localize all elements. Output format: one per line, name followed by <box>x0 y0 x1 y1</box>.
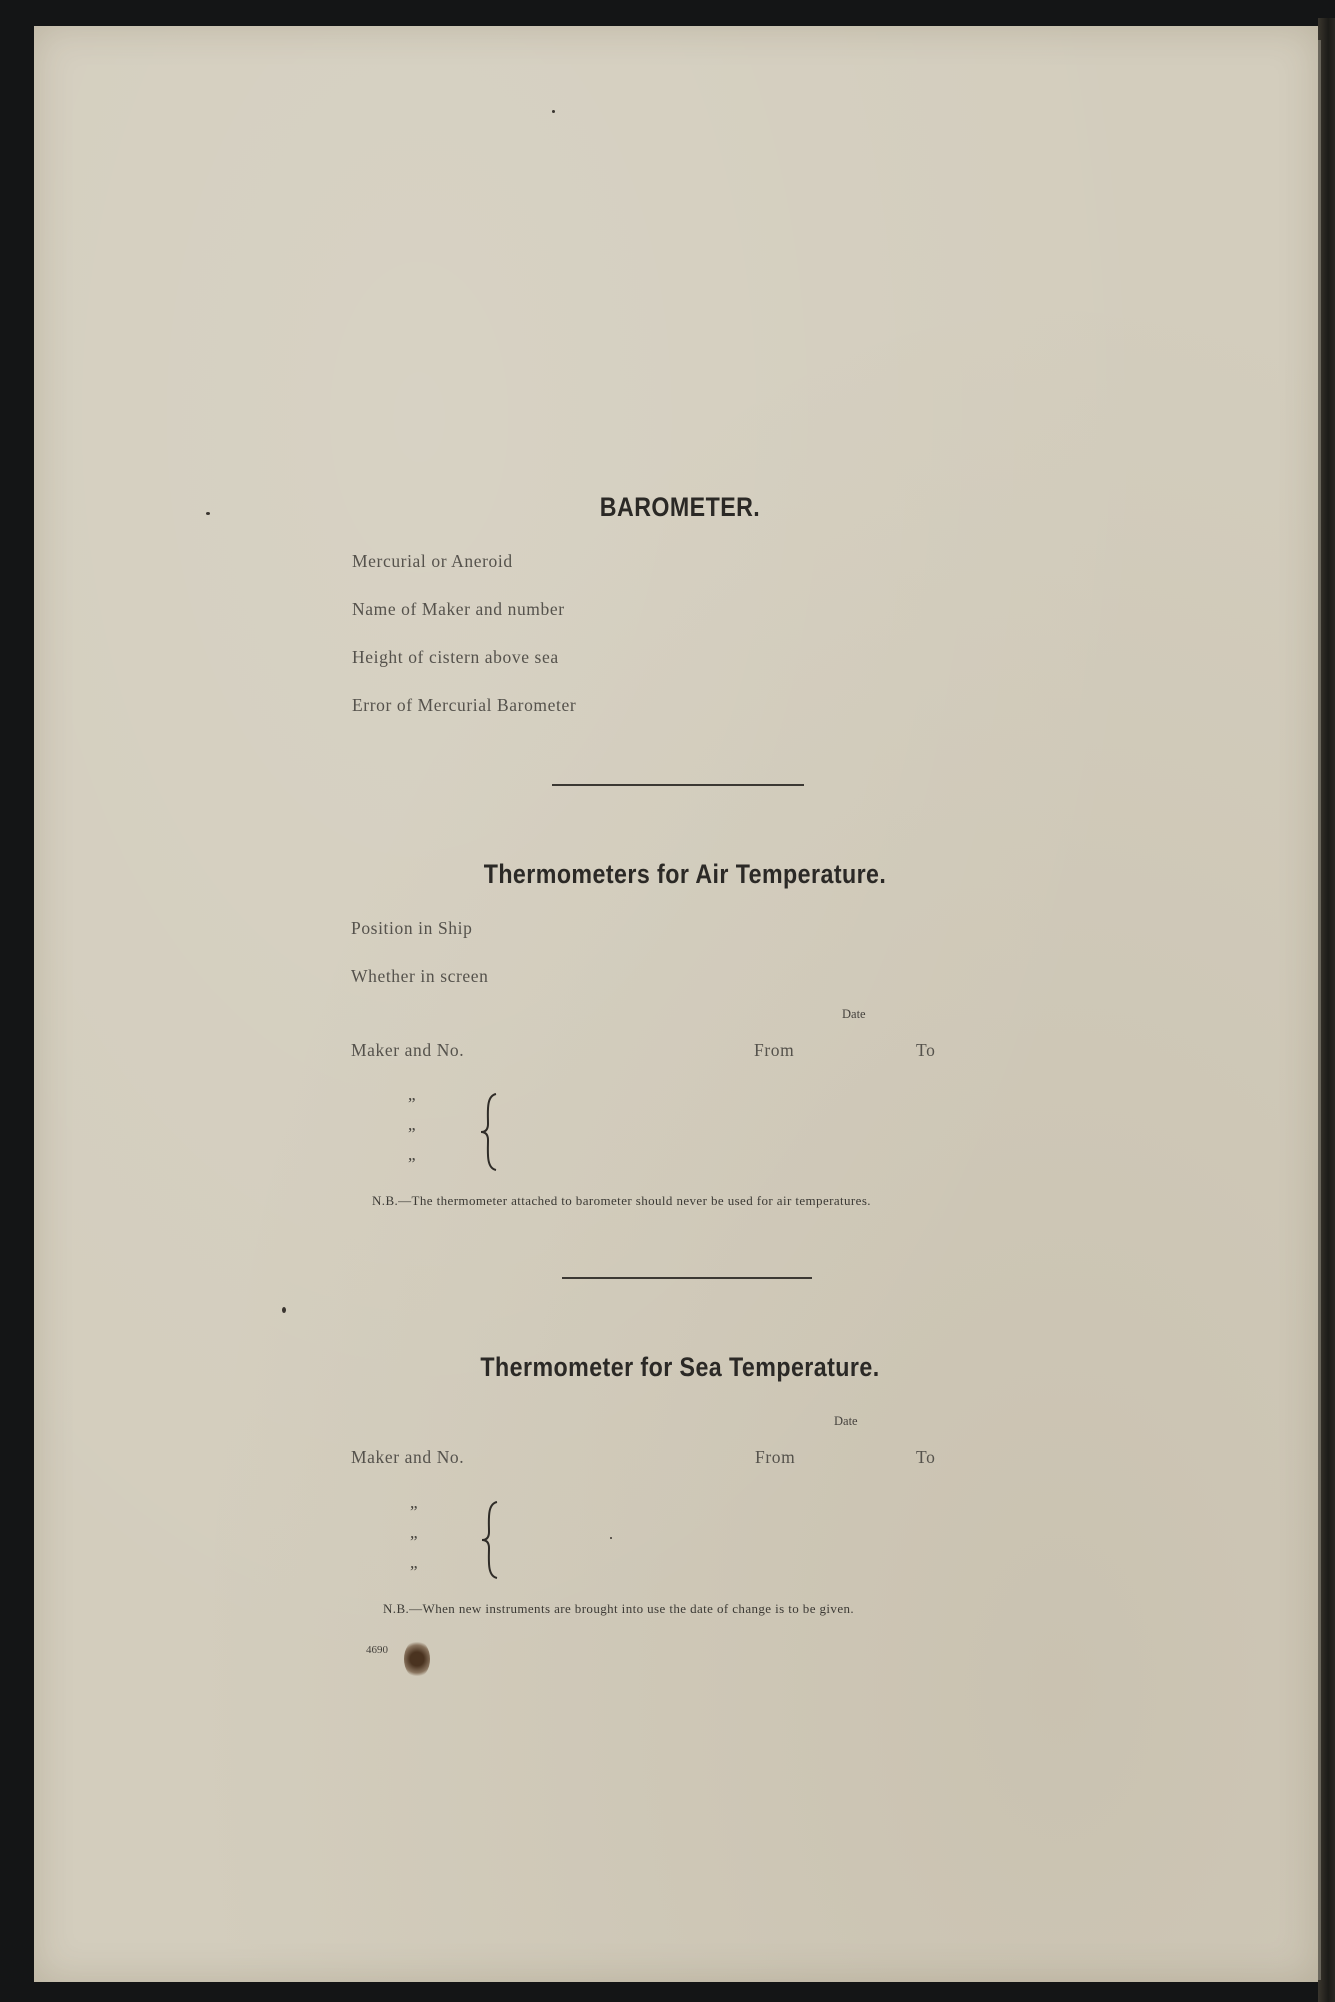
air-note: N.B.—The thermometer attached to barometer should never be used for air temperatures. <box>372 1193 871 1208</box>
paper-speck <box>610 1537 612 1539</box>
sea-thermometer-title: Thermometer for Sea Temperature. <box>480 1352 880 1382</box>
air-from-label: From <box>754 1040 795 1060</box>
air-ditto-mark: ” <box>408 1094 416 1113</box>
sea-brace-icon <box>479 1500 501 1580</box>
barometer-maker-field: Name of Maker and number <box>352 599 565 619</box>
sea-note: N.B.—When new instruments are brought into use the date of change is to be given. <box>383 1601 855 1616</box>
barometer-type-field: Mercurial or Aneroid <box>352 551 513 571</box>
sea-ditto-mark: ” <box>410 1502 418 1521</box>
sea-ditto-mark: ” <box>410 1532 418 1551</box>
air-to-label: To <box>916 1040 936 1060</box>
sea-to-label: To <box>916 1447 936 1467</box>
section-divider <box>552 784 804 786</box>
air-thermometers-title: Thermometers for Air Temperature. <box>483 859 887 889</box>
paper-speck <box>282 1307 286 1313</box>
air-maker-field: Maker and No. <box>351 1040 465 1060</box>
form-number: 4690 <box>366 1644 388 1656</box>
paper-speck <box>206 512 210 515</box>
position-in-ship-field: Position in Ship <box>351 918 473 938</box>
air-date-label: Date <box>842 1007 866 1021</box>
paper-speck <box>552 110 555 113</box>
air-ditto-mark: ” <box>408 1124 416 1143</box>
sea-from-label: From <box>755 1447 796 1467</box>
barometer-height-field: Height of cistern above sea <box>352 647 559 667</box>
ink-stain <box>404 1640 430 1678</box>
air-ditto-mark: ” <box>408 1154 416 1173</box>
air-brace-icon <box>478 1092 500 1172</box>
sea-ditto-mark: ” <box>410 1562 418 1581</box>
barometer-error-field: Error of Mercurial Barometer <box>352 695 577 715</box>
document-page <box>34 26 1318 1982</box>
section-divider <box>562 1277 812 1279</box>
barometer-title: BAROMETER. <box>599 492 761 522</box>
binding-edge <box>1318 40 1321 1980</box>
whether-in-screen-field: Whether in screen <box>351 966 489 986</box>
sea-date-label: Date <box>834 1414 858 1428</box>
sea-maker-field: Maker and No. <box>351 1447 465 1467</box>
